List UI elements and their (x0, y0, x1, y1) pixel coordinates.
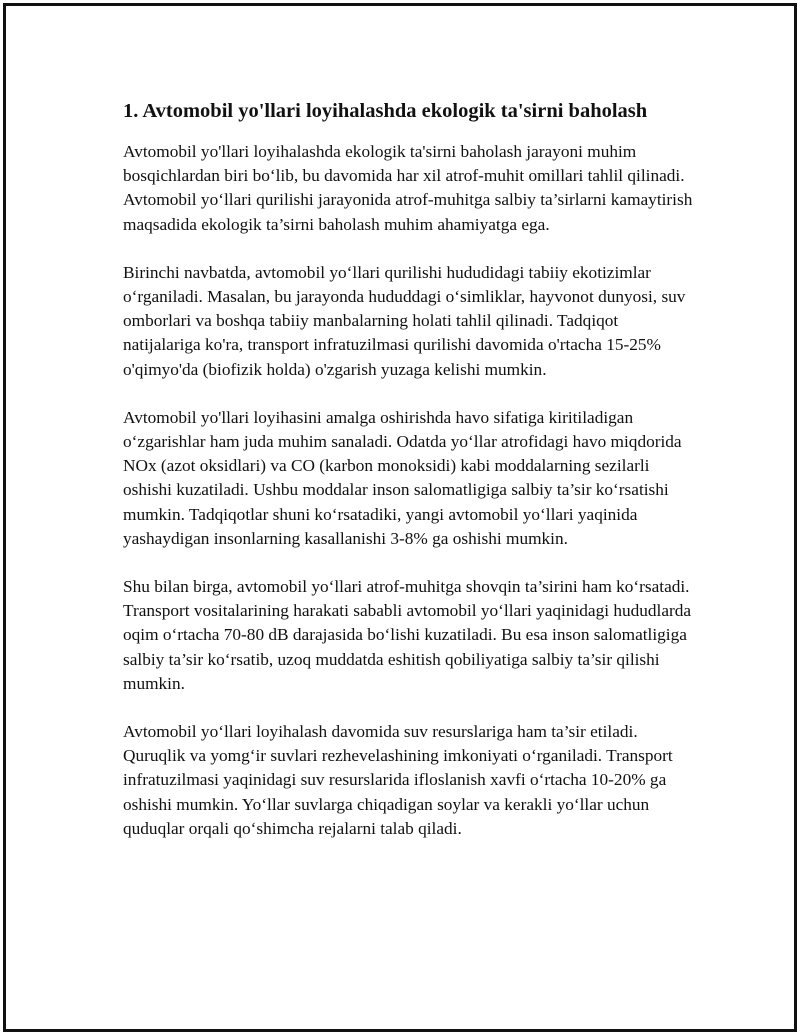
page-frame (3, 3, 797, 1032)
paragraph-5: Avtomobil yo‘llari loyihalash davomida suv resurslariga ham ta’sir etiladi. Quruqlik va yomg‘ir suvlari rezhevelashining imkoniyati o‘rganiladi. Transport infratuzilmasi yaqinidagi suv resurslarida ifloslanish xavfi o‘rtacha 10-20% ga oshishi mumkin. Yo‘llar suvlarga chiqadigan soylar va kerakli yo‘llar uchun quduqlar orqali qo‘shimcha rejalarni talab qiladi. (123, 722, 673, 838)
paragraph-1: Avtomobil yo'llari loyihalashda ekologik ta'sirni baholash jarayoni muhim bosqichlardan biri bo‘lib, bu davomida har xil atrof-muhit omillari tahlil qilinadi. Avtomobil yo‘llari qurilishi jarayonida atrof-muhitga salbiy ta’sirlarni kamaytirish maqsadida ekologik ta’sirni baholash muhim ahamiyatga ega. (123, 142, 693, 234)
section-heading: 1. Avtomobil yo'llari loyihalashda ekologik ta'sirni baholash (123, 100, 648, 122)
paragraph-2: Birinchi navbatda, avtomobil yo‘llari qurilishi hududidagi tabiiy ekotizimlar o‘rganiladi. Masalan, bu jarayonda hududdagi o‘simliklar, hayvonot dunyosi, suv omborlari va boshqa tabiiy manbalarning holati tahlil qilinadi. Tadqiqot natijalariga ko'ra, transport infratuzilmasi qurilishi davomida o'rtacha 15-25% o'qimyo'da (biofizik holda) o'zgarish yuzaga kelishi mumkin. (123, 262, 686, 379)
paragraph-4: Shu bilan birga, avtomobil yo‘llari atrof-muhitga shovqin ta’sirini ham ko‘rsatadi. Transport vositalarining harakati sababli avtomobil yo‘llari yaqinidagi hududlarda oqim o‘rtacha 70-80 dB darajasida bo‘lishi kuzatiladi. Bu esa inson salomatligiga salbiy ta’sir ko‘rsatib, uzoq muddatda eshitish qobiliyatiga salbiy ta’sir qilishi mumkin. (123, 577, 692, 693)
document-body (120, 96, 700, 865)
paragraph-3: Avtomobil yo'llari loyihasini amalga oshirishda havo sifatiga kiritiladigan o‘zgarishlar ham juda muhim sanaladi. Odatda yo‘llar atrofidagi havo miqdorida NOx (azot oksidlari) va CO (karbon monoksidi) kabi moddalarning sezilarli oshishi kuzatiladi. Ushbu moddalar inson salomatligiga salbiy ta’sir ko‘rsatishi mumkin. Tadqiqotlar shuni ko‘rsatadiki, yangi avtomobil yo‘llari yaqinida yashaydigan insonlarning kasallanishi 3-8% ga oshishi mumkin. (123, 407, 682, 548)
